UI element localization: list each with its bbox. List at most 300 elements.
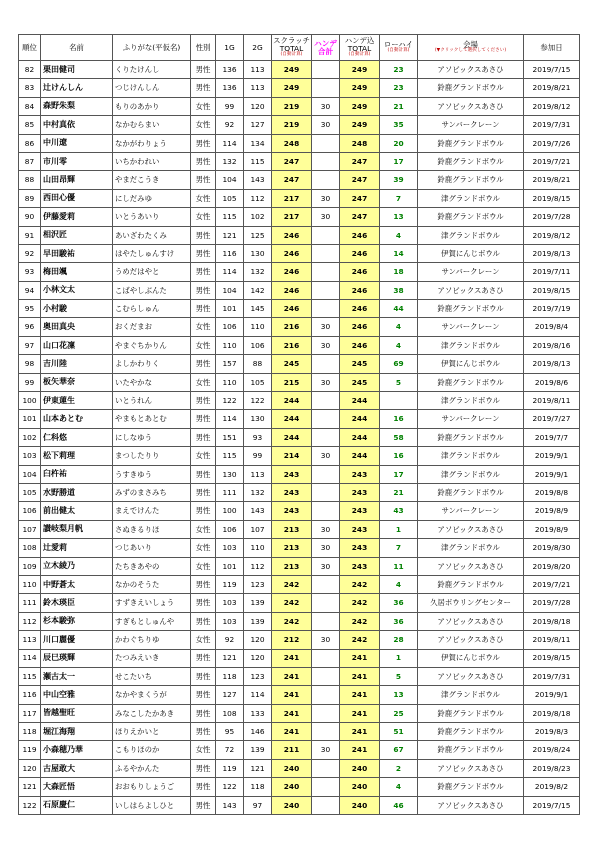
name-cell: 伊藤愛莉 (41, 208, 113, 226)
game2-cell: 120 (244, 649, 272, 667)
rank-cell: 86 (19, 134, 41, 152)
header-row (19, 35, 580, 61)
venue-cell[interactable]: アソビックスあさひ (418, 61, 524, 79)
venue-cell[interactable]: 伊賀にんじボウル (418, 244, 524, 262)
game1-cell: 100 (216, 502, 244, 520)
handicap-cell: 30 (312, 373, 340, 391)
date-cell: 2019/8/24 (524, 741, 580, 759)
venue-cell[interactable]: 鈴鹿グランドボウル (418, 152, 524, 170)
kana-cell: あいざわたくみ (113, 226, 191, 244)
venue-cell[interactable]: アソビックスあさひ (418, 97, 524, 115)
game2-cell: 113 (244, 465, 272, 483)
lowhigh-cell: 69 (380, 355, 418, 373)
kana-cell: おおもりしょうご (113, 778, 191, 796)
table-row (19, 410, 580, 428)
sex-cell: 男性 (191, 152, 216, 170)
handicap-cell: 30 (312, 520, 340, 538)
rank-cell: 96 (19, 318, 41, 336)
game1-cell: 115 (216, 208, 244, 226)
lowhigh-cell: 2 (380, 759, 418, 777)
sex-cell: 男性 (191, 281, 216, 299)
table-row (19, 226, 580, 244)
game1-cell: 103 (216, 539, 244, 557)
game2-cell: 88 (244, 355, 272, 373)
handicap-cell (312, 483, 340, 501)
rank-cell: 110 (19, 575, 41, 593)
rank-cell: 84 (19, 97, 41, 115)
kana-cell: なかがわりょう (113, 134, 191, 152)
kana-cell: ふるやかんた (113, 759, 191, 777)
table-row (19, 244, 580, 262)
header-hdtotal-label2: TOTAL (347, 43, 372, 53)
venue-cell[interactable]: 鈴鹿グランドボウル (418, 208, 524, 226)
date-cell: 2019/8/21 (524, 79, 580, 97)
venue-cell[interactable]: アソビックスあさひ (418, 759, 524, 777)
scratch-total-cell: 247 (272, 152, 312, 170)
table-row (19, 539, 580, 557)
venue-cell[interactable]: アソビックスあさひ (418, 557, 524, 575)
scratch-total-cell: 217 (272, 208, 312, 226)
lowhigh-cell: 39 (380, 171, 418, 189)
venue-cell[interactable]: アソビックスあさひ (418, 631, 524, 649)
handicap-total-cell: 241 (340, 704, 380, 722)
handicap-total-cell: 246 (340, 263, 380, 281)
date-cell: 2019/7/11 (524, 263, 580, 281)
name-cell: 山本あとむ (41, 410, 113, 428)
handicap-cell: 30 (312, 539, 340, 557)
date-cell: 2019/7/21 (524, 575, 580, 593)
game2-cell: 102 (244, 208, 272, 226)
venue-cell[interactable]: 津グランドボウル (418, 686, 524, 704)
handicap-total-cell: 247 (340, 189, 380, 207)
rank-cell: 82 (19, 61, 41, 79)
date-cell: 2019/7/27 (524, 410, 580, 428)
handicap-cell: 30 (312, 631, 340, 649)
lowhigh-cell: 4 (380, 336, 418, 354)
handicap-cell (312, 263, 340, 281)
scratch-total-cell: 244 (272, 428, 312, 446)
kana-cell: いとうあいり (113, 208, 191, 226)
game2-cell: 123 (244, 667, 272, 685)
handicap-cell (312, 796, 340, 814)
handicap-total-cell: 247 (340, 171, 380, 189)
kana-cell: くりたけんし (113, 61, 191, 79)
kana-cell: つじあいり (113, 539, 191, 557)
scratch-total-cell: 242 (272, 612, 312, 630)
game1-cell: 118 (216, 667, 244, 685)
handicap-total-cell: 242 (340, 594, 380, 612)
game2-cell: 139 (244, 612, 272, 630)
scratch-total-cell: 213 (272, 520, 312, 538)
sex-cell: 男性 (191, 428, 216, 446)
name-cell: 辻愛莉 (41, 539, 113, 557)
game1-cell: 110 (216, 373, 244, 391)
date-cell: 2019/8/8 (524, 483, 580, 501)
game2-cell: 143 (244, 171, 272, 189)
game1-cell: 157 (216, 355, 244, 373)
venue-cell[interactable]: 鈴鹿グランドボウル (418, 778, 524, 796)
name-cell: 板矢華奈 (41, 373, 113, 391)
table-row (19, 134, 580, 152)
rank-cell: 83 (19, 79, 41, 97)
sex-cell: 女性 (191, 97, 216, 115)
handicap-cell: 30 (312, 97, 340, 115)
handicap-total-cell: 246 (340, 281, 380, 299)
venue-cell[interactable]: アソビックスあさひ (418, 796, 524, 814)
rank-cell: 118 (19, 723, 41, 741)
kana-cell: すぎもとしゅんや (113, 612, 191, 630)
name-cell: 森野朱梨 (41, 97, 113, 115)
game2-cell: 115 (244, 152, 272, 170)
venue-cell[interactable]: サンバークレーン (418, 410, 524, 428)
header-kana: ふりがな(平仮名) (113, 35, 191, 61)
venue-cell[interactable]: サンバークレーン (418, 318, 524, 336)
venue-cell[interactable]: 鈴鹿グランドボウル (418, 741, 524, 759)
game1-cell: 127 (216, 686, 244, 704)
date-cell: 2019/8/2 (524, 778, 580, 796)
game2-cell: 146 (244, 723, 272, 741)
table-row (19, 447, 580, 465)
rank-cell: 122 (19, 796, 41, 814)
scratch-total-cell: 246 (272, 300, 312, 318)
sex-cell: 男性 (191, 723, 216, 741)
venue-cell[interactable]: アソビックスあさひ (418, 520, 524, 538)
game1-cell: 132 (216, 152, 244, 170)
kana-cell: うめだはやと (113, 263, 191, 281)
table-row (19, 97, 580, 115)
game1-cell: 72 (216, 741, 244, 759)
venue-cell[interactable]: 津グランドボウル (418, 189, 524, 207)
venue-cell[interactable]: 久居ボウリングセンター (418, 594, 524, 612)
sex-cell: 男性 (191, 134, 216, 152)
game2-cell: 113 (244, 79, 272, 97)
table-row (19, 778, 580, 796)
handicap-cell (312, 594, 340, 612)
game1-cell: 99 (216, 97, 244, 115)
handicap-total-cell: 247 (340, 152, 380, 170)
table-row (19, 465, 580, 483)
table-row (19, 392, 580, 410)
name-cell: 早田駿祐 (41, 244, 113, 262)
name-cell: 小森穂乃華 (41, 741, 113, 759)
kana-cell: たつみえいき (113, 649, 191, 667)
scratch-total-cell: 240 (272, 759, 312, 777)
game2-cell: 107 (244, 520, 272, 538)
venue-cell[interactable]: サンバークレーン (418, 116, 524, 134)
game2-cell: 120 (244, 97, 272, 115)
sex-cell: 男性 (191, 61, 216, 79)
name-cell: 伊東蓮生 (41, 392, 113, 410)
sex-cell: 女性 (191, 539, 216, 557)
handicap-total-cell: 246 (340, 300, 380, 318)
handicap-total-cell: 246 (340, 318, 380, 336)
sex-cell: 女性 (191, 447, 216, 465)
venue-cell[interactable]: 鈴鹿グランドボウル (418, 723, 524, 741)
handicap-total-cell: 245 (340, 355, 380, 373)
sex-cell: 女性 (191, 631, 216, 649)
kana-cell: まつしたりり (113, 447, 191, 465)
handicap-cell (312, 410, 340, 428)
handicap-total-cell: 248 (340, 134, 380, 152)
rank-cell: 116 (19, 686, 41, 704)
name-cell: 市川零 (41, 152, 113, 170)
sex-cell: 男性 (191, 778, 216, 796)
kana-cell: もりのあかり (113, 97, 191, 115)
game2-cell: 110 (244, 318, 272, 336)
scratch-total-cell: 241 (272, 686, 312, 704)
kana-cell: かわぐちりゆ (113, 631, 191, 649)
sex-cell: 男性 (191, 796, 216, 814)
venue-cell[interactable]: 鈴鹿グランドボウル (418, 79, 524, 97)
scratch-total-cell: 240 (272, 796, 312, 814)
sex-cell: 女性 (191, 336, 216, 354)
scratch-total-cell: 212 (272, 631, 312, 649)
lowhigh-cell: 4 (380, 778, 418, 796)
venue-cell[interactable]: 津グランドボウル (418, 447, 524, 465)
date-cell: 2019/8/4 (524, 318, 580, 336)
lowhigh-cell (380, 392, 418, 410)
table-row (19, 741, 580, 759)
sex-cell: 男性 (191, 263, 216, 281)
game1-cell: 114 (216, 134, 244, 152)
handicap-total-cell: 243 (340, 465, 380, 483)
lowhigh-cell: 1 (380, 649, 418, 667)
scratch-total-cell: 244 (272, 392, 312, 410)
handicap-total-cell: 244 (340, 392, 380, 410)
handicap-total-cell: 242 (340, 631, 380, 649)
scratch-total-cell: 248 (272, 134, 312, 152)
game1-cell: 111 (216, 483, 244, 501)
table-row (19, 483, 580, 501)
scratch-total-cell: 241 (272, 649, 312, 667)
handicap-total-cell: 243 (340, 520, 380, 538)
name-cell: 瀬古太一 (41, 667, 113, 685)
game1-cell: 114 (216, 410, 244, 428)
scratch-total-cell: 244 (272, 410, 312, 428)
lowhigh-cell: 23 (380, 79, 418, 97)
lowhigh-cell: 4 (380, 226, 418, 244)
handicap-cell: 30 (312, 336, 340, 354)
header-handicap-label2: 合計 (317, 46, 334, 56)
handicap-cell: 30 (312, 447, 340, 465)
rank-cell: 89 (19, 189, 41, 207)
venue-cell[interactable]: 鈴鹿グランドボウル (418, 428, 524, 446)
sex-cell: 男性 (191, 704, 216, 722)
table-row (19, 796, 580, 814)
date-cell: 2019/8/18 (524, 612, 580, 630)
game1-cell: 136 (216, 79, 244, 97)
handicap-cell (312, 392, 340, 410)
header-handicap-label: ハンデ (314, 38, 337, 48)
venue-cell[interactable]: 鈴鹿グランドボウル (418, 483, 524, 501)
rank-cell: 115 (19, 667, 41, 685)
lowhigh-cell: 16 (380, 410, 418, 428)
scratch-total-cell: 246 (272, 244, 312, 262)
rank-cell: 107 (19, 520, 41, 538)
table-row (19, 171, 580, 189)
date-cell: 2019/8/12 (524, 97, 580, 115)
game2-cell: 132 (244, 483, 272, 501)
handicap-total-cell: 242 (340, 575, 380, 593)
header-2g: 2G (244, 35, 272, 61)
handicap-cell (312, 152, 340, 170)
game1-cell: 101 (216, 557, 244, 575)
date-cell: 2019/8/11 (524, 631, 580, 649)
handicap-total-cell: 246 (340, 226, 380, 244)
scratch-total-cell: 245 (272, 355, 312, 373)
rank-cell: 114 (19, 649, 41, 667)
venue-cell[interactable]: 津グランドボウル (418, 392, 524, 410)
name-cell: 中野蒼太 (41, 575, 113, 593)
handicap-total-cell: 249 (340, 97, 380, 115)
lowhigh-cell: 58 (380, 428, 418, 446)
game1-cell: 130 (216, 465, 244, 483)
name-cell: 臼杵祐 (41, 465, 113, 483)
handicap-cell (312, 465, 340, 483)
scratch-total-cell: 246 (272, 226, 312, 244)
venue-cell[interactable]: アソビックスあさひ (418, 612, 524, 630)
handicap-cell: 30 (312, 741, 340, 759)
venue-cell[interactable]: 鈴鹿グランドボウル (418, 300, 524, 318)
date-cell: 2019/7/15 (524, 796, 580, 814)
scratch-total-cell: 242 (272, 594, 312, 612)
lowhigh-cell: 20 (380, 134, 418, 152)
rank-cell: 87 (19, 152, 41, 170)
kana-cell: うすきゆう (113, 465, 191, 483)
header-venue-note: (▼クリックして選択してください) (434, 48, 507, 54)
handicap-total-cell: 247 (340, 208, 380, 226)
lowhigh-cell: 7 (380, 539, 418, 557)
game1-cell: 103 (216, 594, 244, 612)
scratch-total-cell: 240 (272, 778, 312, 796)
table-row (19, 300, 580, 318)
kana-cell: やまぐちかりん (113, 336, 191, 354)
lowhigh-cell: 21 (380, 97, 418, 115)
date-cell: 2019/7/26 (524, 134, 580, 152)
game1-cell: 143 (216, 796, 244, 814)
rank-cell: 85 (19, 116, 41, 134)
handicap-cell: 30 (312, 557, 340, 575)
venue-cell[interactable]: 伊賀にんじボウル (418, 355, 524, 373)
sex-cell: 男性 (191, 686, 216, 704)
venue-cell[interactable]: アソビックスあさひ (418, 281, 524, 299)
venue-cell[interactable]: 津グランドボウル (418, 336, 524, 354)
venue-cell[interactable]: 鈴鹿グランドボウル (418, 171, 524, 189)
lowhigh-cell: 46 (380, 796, 418, 814)
venue-cell[interactable]: 津グランドボウル (418, 465, 524, 483)
game2-cell: 110 (244, 539, 272, 557)
sex-cell: 女性 (191, 741, 216, 759)
game1-cell: 101 (216, 300, 244, 318)
venue-cell[interactable]: 伊賀にんじボウル (418, 649, 524, 667)
game1-cell: 121 (216, 649, 244, 667)
lowhigh-cell: 43 (380, 502, 418, 520)
header-venue (418, 35, 524, 61)
table-row (19, 189, 580, 207)
game1-cell: 119 (216, 759, 244, 777)
kana-cell: やまもとあとむ (113, 410, 191, 428)
scratch-total-cell: 249 (272, 61, 312, 79)
game2-cell: 93 (244, 428, 272, 446)
table-row (19, 557, 580, 575)
name-cell: 松下莉理 (41, 447, 113, 465)
handicap-total-cell: 240 (340, 759, 380, 777)
header-name: 名前 (41, 35, 113, 61)
sex-cell: 男性 (191, 759, 216, 777)
lowhigh-cell: 36 (380, 594, 418, 612)
game1-cell: 122 (216, 778, 244, 796)
venue-cell[interactable]: 鈴鹿グランドボウル (418, 373, 524, 391)
name-cell: 杉本駿弥 (41, 612, 113, 630)
lowhigh-cell: 51 (380, 723, 418, 741)
venue-cell[interactable]: 鈴鹿グランドボウル (418, 575, 524, 593)
game2-cell: 113 (244, 61, 272, 79)
name-cell: 大森匠悟 (41, 778, 113, 796)
table-row (19, 263, 580, 281)
scratch-total-cell: 217 (272, 189, 312, 207)
venue-cell[interactable]: アソビックスあさひ (418, 667, 524, 685)
table-row (19, 759, 580, 777)
game2-cell: 97 (244, 796, 272, 814)
handicap-cell: 30 (312, 116, 340, 134)
handicap-total-cell: 244 (340, 410, 380, 428)
table-row (19, 79, 580, 97)
handicap-total-cell: 241 (340, 723, 380, 741)
game2-cell: 105 (244, 373, 272, 391)
name-cell: 吉川陸 (41, 355, 113, 373)
rank-cell: 111 (19, 594, 41, 612)
sex-cell: 男性 (191, 171, 216, 189)
handicap-total-cell: 240 (340, 796, 380, 814)
venue-cell[interactable]: 鈴鹿グランドボウル (418, 704, 524, 722)
sex-cell: 女性 (191, 373, 216, 391)
rank-cell: 108 (19, 539, 41, 557)
table-row (19, 704, 580, 722)
rank-cell: 93 (19, 263, 41, 281)
handicap-cell (312, 244, 340, 262)
rank-cell: 106 (19, 502, 41, 520)
name-cell: 辻けんしん (41, 79, 113, 97)
handicap-total-cell: 240 (340, 778, 380, 796)
date-cell: 2019/9/1 (524, 465, 580, 483)
venue-cell[interactable]: サンバークレーン (418, 502, 524, 520)
name-cell: 西田心優 (41, 189, 113, 207)
handicap-total-cell: 243 (340, 502, 380, 520)
sex-cell: 男性 (191, 392, 216, 410)
kana-cell: にしだみゆ (113, 189, 191, 207)
kana-cell: まえでけんた (113, 502, 191, 520)
date-cell: 2019/7/7 (524, 428, 580, 446)
lowhigh-cell: 11 (380, 557, 418, 575)
game2-cell: 125 (244, 226, 272, 244)
name-cell: 山田昂輝 (41, 171, 113, 189)
sex-cell: 男性 (191, 79, 216, 97)
venue-cell[interactable]: 津グランドボウル (418, 226, 524, 244)
sex-cell: 男性 (191, 612, 216, 630)
venue-cell[interactable]: サンバークレーン (418, 263, 524, 281)
venue-cell[interactable]: 津グランドボウル (418, 539, 524, 557)
game1-cell: 136 (216, 61, 244, 79)
table-row (19, 631, 580, 649)
rank-cell: 91 (19, 226, 41, 244)
game2-cell: 142 (244, 281, 272, 299)
scratch-total-cell: 246 (272, 263, 312, 281)
venue-cell[interactable]: 鈴鹿グランドボウル (418, 134, 524, 152)
game1-cell: 95 (216, 723, 244, 741)
scratch-total-cell: 243 (272, 465, 312, 483)
kana-cell: たちきあやの (113, 557, 191, 575)
kana-cell: こばやしぶんた (113, 281, 191, 299)
